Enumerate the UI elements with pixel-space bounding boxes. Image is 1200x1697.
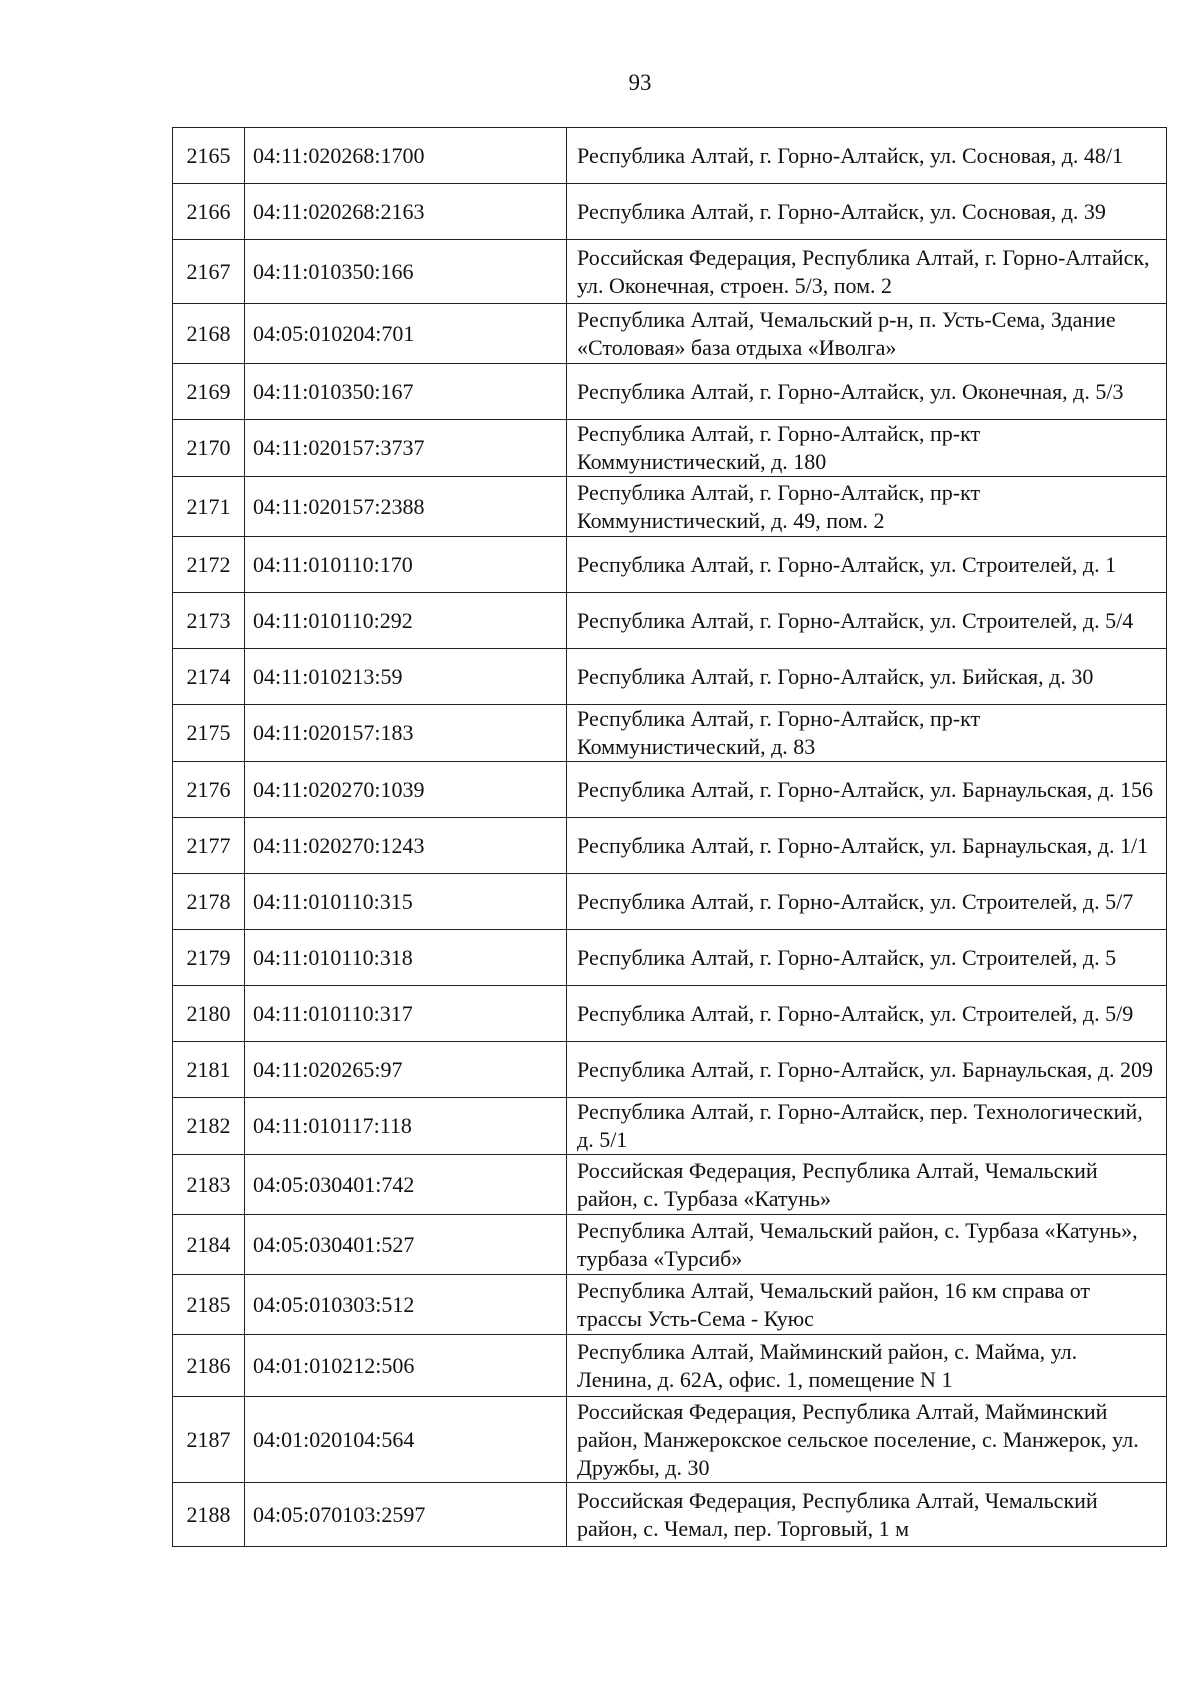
address-cell: Российская Федерация, Республика Алтай, Чемальский район, с. Чемал, пер. Торговый, 1 м bbox=[567, 1483, 1167, 1547]
table-row bbox=[173, 705, 1167, 762]
row-number: 2180 bbox=[173, 986, 245, 1042]
address-cell: Республика Алтай, г. Горно-Алтайск, пер. Технологический, д. 5/1 bbox=[567, 1098, 1167, 1155]
cadastral-number: 04:11:020270:1243 bbox=[245, 818, 567, 874]
cadastral-number: 04:11:010110:317 bbox=[245, 986, 567, 1042]
row-number: 2166 bbox=[173, 184, 245, 240]
cadastral-number: 04:11:010213:59 bbox=[245, 649, 567, 705]
row-number: 2165 bbox=[173, 128, 245, 184]
row-number: 2174 bbox=[173, 649, 245, 705]
table-row bbox=[173, 537, 1167, 593]
row-number: 2187 bbox=[173, 1397, 245, 1483]
address-cell: Республика Алтай, г. Горно-Алтайск, пр-кт Коммунистический, д. 49, пом. 2 bbox=[567, 477, 1167, 537]
row-number: 2177 bbox=[173, 818, 245, 874]
cadastral-number: 04:11:020157:3737 bbox=[245, 420, 567, 477]
table-row bbox=[173, 762, 1167, 818]
address-cell: Республика Алтай, Майминский район, с. Майма, ул. Ленина, д. 62А, офис. 1, помещение N 1 bbox=[567, 1335, 1167, 1397]
cadastral-number: 04:11:020157:2388 bbox=[245, 477, 567, 537]
address-cell: Республика Алтай, г. Горно-Алтайск, ул. Барнаульская, д. 209 bbox=[567, 1042, 1167, 1098]
row-number: 2188 bbox=[173, 1483, 245, 1547]
property-table bbox=[172, 127, 1167, 1547]
row-number: 2186 bbox=[173, 1335, 245, 1397]
address-cell: Республика Алтай, г. Горно-Алтайск, ул. Строителей, д. 5/9 bbox=[567, 986, 1167, 1042]
address-cell: Российская Федерация, Республика Алтай, Майминский район, Манжерокское сельское поселение, с. Манжерок, ул. Дружбы, д. 30 bbox=[567, 1397, 1167, 1483]
row-number: 2182 bbox=[173, 1098, 245, 1155]
address-cell: Республика Алтай, г. Горно-Алтайск, ул. Сосновая, д. 39 bbox=[567, 184, 1167, 240]
table-row bbox=[173, 1215, 1167, 1275]
table-row bbox=[173, 1483, 1167, 1547]
table-row bbox=[173, 986, 1167, 1042]
cadastral-number: 04:05:030401:527 bbox=[245, 1215, 567, 1275]
table-row bbox=[173, 593, 1167, 649]
table-row bbox=[173, 1275, 1167, 1335]
table-row bbox=[173, 364, 1167, 420]
table-row bbox=[173, 420, 1167, 477]
row-number: 2179 bbox=[173, 930, 245, 986]
table-row bbox=[173, 1397, 1167, 1483]
row-number: 2181 bbox=[173, 1042, 245, 1098]
page-number bbox=[0, 70, 1200, 96]
address-cell: Республика Алтай, Чемальский р-н, п. Усть-Сема, Здание «Столовая» база отдыха «Иволга» bbox=[567, 304, 1167, 364]
cadastral-number: 04:11:010117:118 bbox=[245, 1098, 567, 1155]
cadastral-number: 04:11:010350:167 bbox=[245, 364, 567, 420]
row-number: 2173 bbox=[173, 593, 245, 649]
table-row bbox=[173, 1098, 1167, 1155]
cadastral-number: 04:05:010303:512 bbox=[245, 1275, 567, 1335]
table-row bbox=[173, 477, 1167, 537]
address-cell: Республика Алтай, г. Горно-Алтайск, ул. Строителей, д. 1 bbox=[567, 537, 1167, 593]
row-number: 2169 bbox=[173, 364, 245, 420]
cadastral-number: 04:11:010350:166 bbox=[245, 240, 567, 304]
address-cell: Республика Алтай, г. Горно-Алтайск, ул. Оконечная, д. 5/3 bbox=[567, 364, 1167, 420]
address-cell: Республика Алтай, г. Горно-Алтайск, ул. Строителей, д. 5/4 bbox=[567, 593, 1167, 649]
cadastral-number: 04:01:020104:564 bbox=[245, 1397, 567, 1483]
address-cell: Республика Алтай, г. Горно-Алтайск, ул. Сосновая, д. 48/1 bbox=[567, 128, 1167, 184]
row-number: 2185 bbox=[173, 1275, 245, 1335]
cadastral-number: 04:11:010110:292 bbox=[245, 593, 567, 649]
address-cell: Республика Алтай, г. Горно-Алтайск, ул. Строителей, д. 5/7 bbox=[567, 874, 1167, 930]
table-row bbox=[173, 874, 1167, 930]
table-row bbox=[173, 649, 1167, 705]
table-row bbox=[173, 304, 1167, 364]
address-cell: Республика Алтай, г. Горно-Алтайск, ул. Барнаульская, д. 1/1 bbox=[567, 818, 1167, 874]
address-cell: Республика Алтай, г. Горно-Алтайск, ул. Бийская, д. 30 bbox=[567, 649, 1167, 705]
table-row bbox=[173, 1155, 1167, 1215]
row-number: 2172 bbox=[173, 537, 245, 593]
table-row bbox=[173, 930, 1167, 986]
cadastral-number: 04:01:010212:506 bbox=[245, 1335, 567, 1397]
table-row bbox=[173, 1042, 1167, 1098]
row-number: 2183 bbox=[173, 1155, 245, 1215]
row-number: 2176 bbox=[173, 762, 245, 818]
page-number-text: 93 bbox=[628, 70, 652, 95]
cadastral-number: 04:11:010110:170 bbox=[245, 537, 567, 593]
address-cell: Российская Федерация, Республика Алтай, г. Горно-Алтайск, ул. Оконечная, строен. 5/3, пом. 2 bbox=[567, 240, 1167, 304]
address-cell: Республика Алтай, г. Горно-Алтайск, ул. Строителей, д. 5 bbox=[567, 930, 1167, 986]
row-number: 2168 bbox=[173, 304, 245, 364]
cadastral-number: 04:11:020270:1039 bbox=[245, 762, 567, 818]
cadastral-number: 04:11:010110:315 bbox=[245, 874, 567, 930]
table-row bbox=[173, 128, 1167, 184]
cadastral-number: 04:05:030401:742 bbox=[245, 1155, 567, 1215]
row-number: 2175 bbox=[173, 705, 245, 762]
table-row bbox=[173, 240, 1167, 304]
address-cell: Республика Алтай, г. Горно-Алтайск, ул. Барнаульская, д. 156 bbox=[567, 762, 1167, 818]
address-cell: Республика Алтай, г. Горно-Алтайск, пр-кт Коммунистический, д. 83 bbox=[567, 705, 1167, 762]
cadastral-number: 04:11:010110:318 bbox=[245, 930, 567, 986]
cadastral-number: 04:11:020157:183 bbox=[245, 705, 567, 762]
table-row bbox=[173, 1335, 1167, 1397]
row-number: 2167 bbox=[173, 240, 245, 304]
row-number: 2170 bbox=[173, 420, 245, 477]
cadastral-number: 04:11:020265:97 bbox=[245, 1042, 567, 1098]
cadastral-number: 04:11:020268:2163 bbox=[245, 184, 567, 240]
cadastral-number: 04:05:070103:2597 bbox=[245, 1483, 567, 1547]
address-cell: Российская Федерация, Республика Алтай, Чемальский район, с. Турбаза «Катунь» bbox=[567, 1155, 1167, 1215]
row-number: 2178 bbox=[173, 874, 245, 930]
table-row bbox=[173, 818, 1167, 874]
address-cell: Республика Алтай, г. Горно-Алтайск, пр-кт Коммунистический, д. 180 bbox=[567, 420, 1167, 477]
address-cell: Республика Алтай, Чемальский район, с. Турбаза «Катунь», турбаза «Турсиб» bbox=[567, 1215, 1167, 1275]
cadastral-number: 04:05:010204:701 bbox=[245, 304, 567, 364]
row-number: 2171 bbox=[173, 477, 245, 537]
address-cell: Республика Алтай, Чемальский район, 16 км справа от трассы Усть-Сема - Куюс bbox=[567, 1275, 1167, 1335]
cadastral-number: 04:11:020268:1700 bbox=[245, 128, 567, 184]
table-row bbox=[173, 184, 1167, 240]
row-number: 2184 bbox=[173, 1215, 245, 1275]
